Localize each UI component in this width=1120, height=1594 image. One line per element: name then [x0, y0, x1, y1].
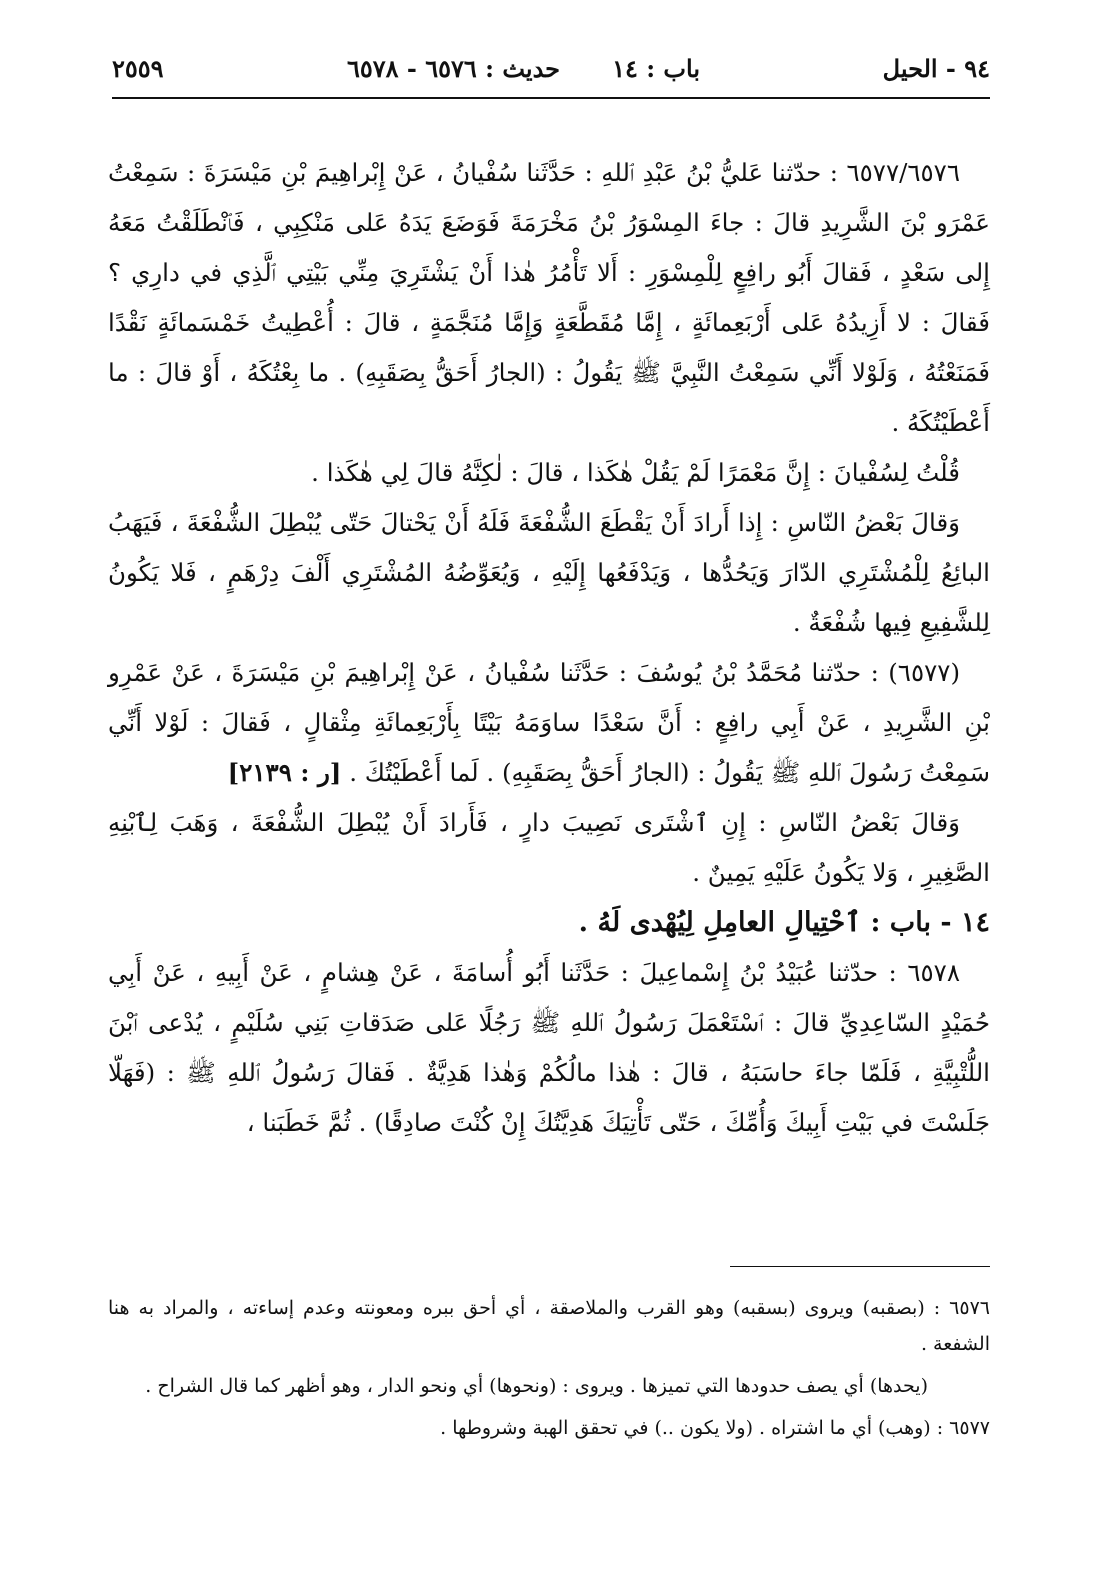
chapter-title: ٩٤ - الحيل — [882, 54, 990, 83]
hadith-text: (٦٥٧٧) : حدّثنا مُحَمَّدُ بْنُ يُوسُفَ : حَدَّثَنا سُفْيانُ ، عَنْ إِبْراهِيمَ بْنِ مَيْسَرَةَ ، عَنْ عَمْرِو بْنِ الشَّرِيدِ ، عَنْ أَبِي رافِعٍ : أَنَّ سَعْدًا ساوَمَهُ بَيْتًا بِأَرْبَعِمائَةِ مِثْقالٍ ، فَقالَ : لَوْلا أَنِّي سَمِعْتُ رَسُولَ ٱللهِ ﷺ يَقُولُ : (الجارُ أَحَقُّ بِصَقَبِهِ) . لَما أَعْطَيْتُكَ . — [108, 658, 990, 787]
hadith-paragraph-6578: ٦٥٧٨ : حدّثنا عُبَيْدُ بْنُ إِسْماعِيلَ : حَدَّثَنا أَبُو أُسامَةَ ، عَنْ هِشامٍ ، عَنْ أَبِيهِ ، عَنْ أَبِي حُمَيْدٍ السّاعِدِيِّ قالَ : ٱسْتَعْمَلَ رَسُولُ ٱللهِ ﷺ رَجُلًا عَلى صَدَقاتِ بَنِي سُلَيْمٍ ، يُدْعى ٱبْنَ اللُّتْبِيَّةِ ، فَلَمّا جاءَ حاسَبَهُ ، قالَ : هٰذا مالُكُمْ وَهٰذا هَدِيَّةٌ . فَقالَ رَسُولُ ٱللهِ ﷺ : (فَهَلّا جَلَسْتَ في بَيْتِ أَبِيكَ وَأُمِّكَ ، حَتّى تَأْتِيَكَ هَدِيَّتُكَ إِنْ كُنْتَ صادِقًا) . ثُمَّ خَطَبَنا ، — [108, 958, 990, 1137]
footnote-rule — [730, 1266, 990, 1267]
bab-heading: ١٤ - باب : ٱحْتِيالِ العامِلِ لِيُهْدى لَهُ . — [578, 907, 990, 938]
footnote-6577: ٦٥٧٧ : (وهب) أي ما اشتراه . (ولا يكون ..) في تحقق الهبة وشروطها . — [440, 1417, 990, 1439]
footnote-continued: (يحدها) أي يصف حدودها التي تميزها . ويروى : (ونحوها) أي ونحو الدار ، وهو أظهر كما قال الشراح . — [145, 1375, 928, 1397]
page-number: ٢٥٥٩ — [112, 54, 164, 83]
hadith-range: حديث : ٦٥٧٦ - ٦٥٧٨ — [346, 54, 560, 83]
commentary-paragraph: قُلْتُ لِسُفْيانَ : إِنَّ مَعْمَرًا لَمْ يَقُلْ هٰكَذا ، قالَ : لٰكِنَّهُ قالَ لِي هٰكَذا . — [311, 458, 960, 487]
cross-reference: [ر : ٢١٣٩] — [227, 758, 342, 787]
footnotes — [108, 1290, 990, 1452]
commentary-paragraph: وَقالَ بَعْضُ النّاسِ : إِنِ ٱشْتَرى نَصِيبَ دارٍ ، فَأَرادَ أَنْ يُبْطِلَ الشُّفْعَةَ ، وَهَبَ لِٱبْنِهِ الصَّغِيرِ ، وَلا يَكُونُ عَلَيْهِ يَمِينٌ . — [108, 808, 990, 887]
footnote-6576: ٦٥٧٦ : (بصقبه) ويروى (بسقبه) وهو القرب والملاصقة ، أي أحق ببره ومعونته وعدم إساءته ، والمراد به هنا الشفعة . — [108, 1297, 990, 1355]
header-rule — [112, 97, 990, 99]
hadith-paragraph-6577 — [108, 648, 990, 798]
main-text — [108, 148, 990, 1148]
hadith-paragraph-6576: ٦٥٧٧/٦٥٧٦ : حدّثنا عَليُّ بْنُ عَبْدِ ٱللهِ : حَدَّثَنا سُفْيانُ ، عَنْ إِبْراهِيمَ بْنِ مَيْسَرَةَ : سَمِعْتُ عَمْرَو بْنَ الشَّرِيدِ قالَ : جاءَ المِسْوَرُ بْنُ مَخْرَمَةَ فَوَضَعَ يَدَهُ عَلى مَنْكِبِي ، فَٱنْطَلَقْتُ مَعَهُ إِلى سَعْدٍ ، فَقالَ أَبُو رافِعٍ لِلْمِسْوَرِ : أَلا تَأْمُرُ هٰذا أَنْ يَشْتَرِيَ مِنِّي بَيْتِي ٱلَّذِي في دارِي ؟ فَقالَ : لا أَزِيدُهُ عَلى أَرْبَعِمائَةٍ ، إِمَّا مُقَطَّعَةٍ وَإِمَّا مُنَجَّمَةٍ ، قالَ : أُعْطِيتُ خَمْسَمائَةٍ نَقْدًا فَمَنَعْتُهُ ، وَلَوْلا أَنِّي سَمِعْتُ النَّبِيَّ ﷺ يَقُولُ : (الجارُ أَحَقُّ بِصَقَبِهِ) . ما بِعْتُكَهُ ، أَوْ قالَ : ما أَعْطَيْتُكَهُ . — [108, 158, 990, 437]
bab-number: باب : ١٤ — [612, 54, 700, 83]
commentary-paragraph: وَقالَ بَعْضُ النّاسِ : إِذا أَرادَ أَنْ يَقْطَعَ الشُّفْعَةَ فَلَهُ أَنْ يَحْتالَ حَتّى يُبْطِلَ الشُّفْعَةَ ، فَيَهَبُ البائِعُ لِلْمُشْتَرِي الدّارَ وَيَحُدُّها ، وَيَدْفَعُها إِلَيْهِ ، وَيُعَوِّضُهُ المُشْتَرِي أَلْفَ دِرْهَمٍ ، فَلا يَكُونُ لِلشَّفِيعِ فِيها شُفْعَةٌ . — [108, 508, 990, 637]
running-header — [112, 54, 990, 94]
